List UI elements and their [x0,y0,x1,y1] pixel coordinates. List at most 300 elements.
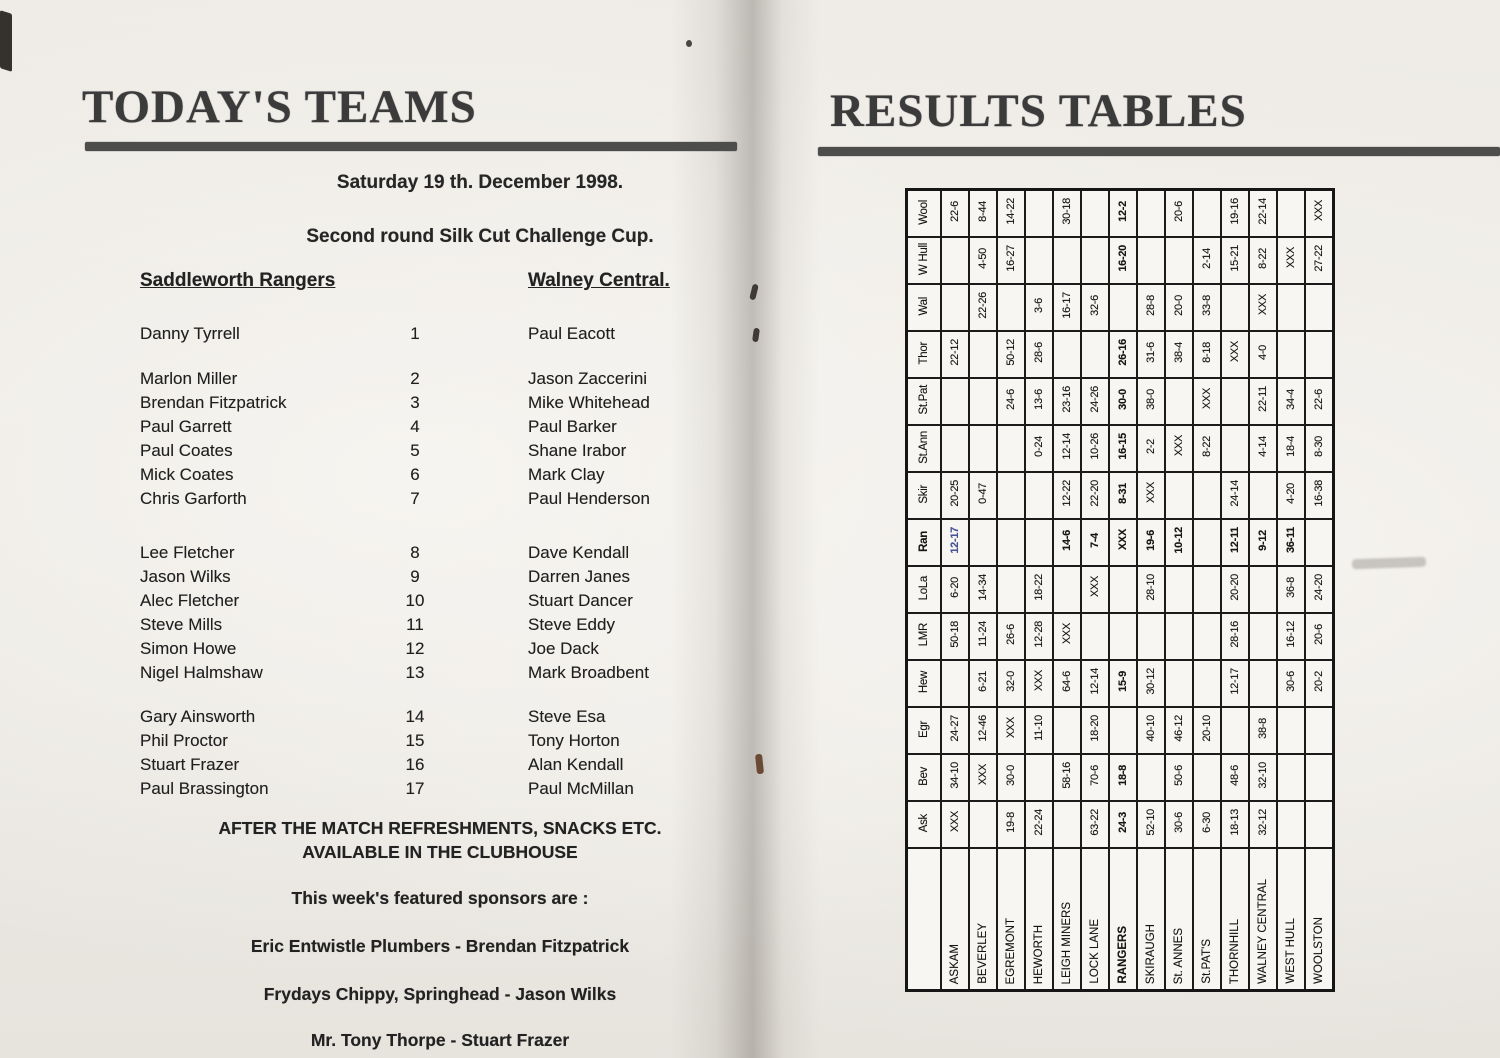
row-abbrev-label [907,519,942,566]
empty-cell [1165,472,1193,519]
score-cell [997,378,1025,425]
score-cell [1081,284,1109,331]
player-name-away: Paul Eacott [528,324,615,343]
score-text: 24-26 [1089,385,1101,413]
empty-cell [1053,707,1081,754]
empty-cell [1165,613,1193,660]
player-name-home: Gary Ainsworth [140,707,256,726]
player-name-away: Jason Zaccerini [528,369,648,388]
team-name-label [969,848,997,991]
row-abbrev-label [907,378,942,425]
team-name-text: St. ANNES [1173,927,1185,984]
score-text: 40-10 [1145,714,1157,742]
score-cell [1025,284,1053,331]
lineup-group [140,541,750,685]
score-text: 0-47 [977,482,989,504]
score-text: 12-17 [949,526,961,554]
empty-cell [1277,190,1305,238]
score-text: 20-6 [1173,200,1185,222]
player-name-away: Paul McMillan [528,779,634,798]
score-cell [969,660,997,707]
score-cell [969,190,997,238]
score-cell [941,331,969,378]
player-name-home: Brendan Fitzpatrick [140,393,287,412]
empty-cell [1165,660,1193,707]
player-number: 11 [406,615,424,634]
score-cell [997,801,1025,848]
score-text: 32-6 [1089,294,1101,316]
score-cell [1025,613,1053,660]
player-number: 8 [410,543,420,562]
empty-cell [1305,331,1334,378]
player-number: 12 [405,639,425,658]
score-text: 30-6 [1173,811,1185,833]
lineup-row [140,777,750,801]
player-name-home: Chris Garforth [140,489,247,508]
player-name-away: Alan Kendall [528,755,624,774]
away-team-header: Walney Central. [528,270,670,291]
score-cell [1053,284,1081,331]
lineup-row [140,565,750,589]
row-abbrev-label [907,284,942,331]
player-number: 14 [405,707,425,726]
score-text: 36-11 [1285,526,1297,554]
player-name-home: Lee Fletcher [140,543,235,562]
score-text: 8-30 [1313,435,1325,457]
score-cell [1249,801,1277,848]
score-text: 70-6 [1089,764,1101,786]
score-text: 12-14 [1089,667,1101,695]
team-name-label [941,848,969,991]
row-abbrev-label [907,801,942,848]
score-cell [941,566,969,613]
diagonal-cell [997,707,1025,754]
empty-cell [1025,237,1053,284]
score-text: 6-21 [977,670,989,692]
empty-cell [941,660,969,707]
player-number: 9 [410,567,420,586]
score-text: 9-12 [1257,529,1269,551]
lineup-row [140,415,750,439]
score-text: 18-4 [1285,435,1297,457]
score-text: 10-12 [1173,526,1185,554]
empty-cell [1193,519,1221,566]
competition-name: Second round Silk Cut Challenge Cup. [306,226,654,247]
team-lineups [140,322,750,801]
team-name-text: WOOLSTON [1313,917,1325,984]
score-cell [1025,425,1053,472]
score-cell [1081,660,1109,707]
player-number: 1 [410,324,420,343]
team-name-text: BEVERLEY [977,923,989,984]
player-name-home: Paul Coates [140,441,233,460]
player-number: 15 [405,731,425,750]
results-grid-row [907,472,1334,519]
dust-speck [686,40,692,47]
empty-cell [1053,331,1081,378]
empty-cell [1249,613,1277,660]
player-name-home: Paul Garrett [140,417,232,436]
diagonal-cell [969,754,997,801]
score-cell [1249,754,1277,801]
score-text: 18-20 [1089,714,1101,742]
score-text: 28-10 [1145,573,1157,601]
team-name-text: SKIRAUGH [1145,923,1157,984]
score-text: 48-6 [1229,764,1241,786]
row-abbrev-text: Hew [918,670,930,694]
score-text: XXX [1257,294,1269,316]
score-text: 20-2 [1313,670,1325,692]
score-cell [1221,237,1249,284]
score-text: 24-6 [1005,388,1017,410]
lineup-row [140,367,750,391]
score-text: 12-17 [1229,667,1241,695]
score-cell [1277,425,1305,472]
row-abbrev-text: St.Pat [918,385,930,415]
sponsor-line: Frydays Chippy, Springhead - Jason Wilks [263,984,617,1004]
score-cell [1081,754,1109,801]
score-cell [1193,707,1221,754]
team-name-label [997,848,1025,991]
score-cell [1053,754,1081,801]
score-cell [941,190,969,238]
score-cell [1193,284,1221,331]
empty-cell [1137,754,1165,801]
score-text: 58-16 [1061,761,1073,789]
lineup-row [140,753,750,777]
empty-cell [1081,190,1109,238]
empty-cell [1305,519,1334,566]
score-cell [1025,801,1053,848]
refreshments-notice-line1: AFTER THE MATCH REFRESHMENTS, SNACKS ETC. [218,818,662,838]
empty-cell [1053,237,1081,284]
diagonal-cell [1305,190,1334,238]
team-name-text: LOCK LANE [1089,919,1101,984]
score-cell [997,660,1025,707]
score-cell [941,754,969,801]
empty-cell [1249,472,1277,519]
score-text: 24-3 [1117,811,1129,833]
empty-cell [1137,613,1165,660]
score-cell [941,613,969,660]
score-cell [1081,519,1109,566]
results-grid-row [907,801,1334,848]
player-name-away: Paul Barker [528,417,617,436]
player-number: 5 [410,441,420,460]
diagonal-cell [1221,331,1249,378]
empty-cell [1221,425,1249,472]
score-cell [1305,378,1334,425]
score-text: 8-44 [977,200,989,222]
score-cell [1081,707,1109,754]
player-name-away: Steve Esa [528,707,606,726]
player-name-away: Mark Clay [528,465,605,484]
score-cell [1109,472,1137,519]
score-cell [941,519,969,566]
score-text: 38-4 [1173,341,1185,363]
score-text: 19-6 [1145,529,1157,551]
empty-cell [1025,519,1053,566]
row-abbrev-label [907,660,942,707]
score-text: XXX [1173,435,1185,457]
player-number: 13 [405,663,425,682]
score-cell [1277,519,1305,566]
score-text: 16-20 [1117,244,1129,272]
row-abbrev-text: Ask [918,813,930,833]
score-cell [1305,660,1334,707]
score-text: 4-14 [1257,435,1269,457]
empty-cell [969,801,997,848]
score-text: 6-20 [949,576,961,598]
empty-cell [1277,801,1305,848]
team-name-text: St.PAT'S [1201,939,1213,984]
score-text: 12-11 [1229,526,1241,554]
diagonal-cell [1193,378,1221,425]
score-text: 4-50 [977,247,989,269]
match-date: Saturday 19 th. December 1998. [336,172,624,193]
lineup-row [140,613,750,637]
score-text: 20-10 [1201,714,1213,742]
score-text: XXX [1201,388,1213,410]
staple-mark [749,284,759,301]
score-cell [1165,754,1193,801]
refreshments-notice-line2: AVAILABLE IN THE CLUBHOUSE [302,842,578,862]
empty-cell [1137,190,1165,238]
score-cell [1081,801,1109,848]
title-rule-left [85,142,737,151]
score-cell [1249,519,1277,566]
score-text: 4-0 [1257,344,1269,360]
score-cell [969,237,997,284]
score-text: 22-14 [1257,197,1269,225]
results-grid-row [907,190,1334,238]
score-cell [997,331,1025,378]
score-text: 22-20 [1089,479,1101,507]
empty-cell [1193,566,1221,613]
score-cell [1249,190,1277,238]
score-text: 30-0 [1005,764,1017,786]
score-text: 2-2 [1145,438,1157,454]
score-cell [1277,378,1305,425]
results-grid-row [907,660,1334,707]
player-name-home: Paul Brassington [140,779,269,798]
score-text: 2-14 [1201,247,1213,269]
score-text: 13-6 [1033,388,1045,410]
score-cell [1221,472,1249,519]
empty-cell [1165,378,1193,425]
empty-cell [1193,472,1221,519]
score-text: 22-12 [949,338,961,366]
team-name-label [1221,848,1249,991]
row-abbrev-label [907,237,942,284]
score-cell [997,190,1025,238]
score-cell [1193,801,1221,848]
score-cell [1109,660,1137,707]
score-text: 30-12 [1145,667,1157,695]
sponsors-heading: This week's featured sponsors are : [291,888,589,908]
empty-cell [1193,754,1221,801]
staple-mark [752,328,760,343]
score-cell [1053,378,1081,425]
score-text: 32-0 [1005,670,1017,692]
score-cell [1025,707,1053,754]
score-text: XXX [1033,670,1045,692]
lineup-group [140,705,750,801]
score-text: 8-31 [1117,482,1129,504]
team-name-label [1193,848,1221,991]
empty-cell [997,425,1025,472]
score-text: 12-46 [977,714,989,742]
score-cell [1053,425,1081,472]
score-text: 12-14 [1061,432,1073,460]
score-text: 12-2 [1117,200,1129,222]
player-name-home: Phil Proctor [140,731,228,750]
empty-cell [1305,707,1334,754]
results-grid-row [907,566,1334,613]
score-cell [1025,566,1053,613]
score-text: 34-4 [1285,388,1297,410]
score-text: 3-6 [1033,297,1045,313]
team-name-label [1249,848,1277,991]
score-text: 24-14 [1229,479,1241,507]
row-abbrev-text: W Hull [918,242,930,276]
empty-cell [941,237,969,284]
score-cell [1165,519,1193,566]
player-name-home: Nigel Halmshaw [140,663,263,682]
empty-cell [1109,707,1137,754]
row-abbrev-label [907,707,942,754]
row-abbrev-label [907,190,942,238]
score-cell [1109,801,1137,848]
score-text: 32-12 [1257,808,1269,836]
lineup-row [140,705,750,729]
score-text: XXX [1145,482,1157,504]
player-name-away: Shane Irabor [528,441,627,460]
score-text: 11-24 [977,621,989,647]
lineup-row [140,541,750,565]
team-name-label [1081,848,1109,991]
rust-speck [755,754,764,775]
score-cell [1137,284,1165,331]
empty-cell [969,378,997,425]
player-number: 2 [410,369,420,388]
score-cell [1305,237,1334,284]
score-text: 14-34 [977,573,989,601]
player-name-home: Jason Wilks [140,567,231,586]
empty-cell [1025,190,1053,238]
lineup-row [140,637,750,661]
empty-cell [969,425,997,472]
row-abbrev-label [907,472,942,519]
score-cell [1305,613,1334,660]
score-text: 31-6 [1145,341,1157,363]
score-cell [1165,190,1193,238]
player-name-away: Paul Henderson [528,489,650,508]
score-text: 16-27 [1005,244,1017,272]
sponsor-line: Eric Entwistle Plumbers - Brendan Fitzpatrick [250,936,630,956]
score-cell [1109,425,1137,472]
row-abbrev-text: LMR [918,623,930,647]
results-grid-row [907,613,1334,660]
empty-cell [1053,801,1081,848]
row-abbrev-text: Bev [918,766,930,786]
empty-cell [1165,237,1193,284]
score-cell [1249,378,1277,425]
empty-cell [1305,801,1334,848]
diagonal-cell [1025,660,1053,707]
player-number: 17 [405,779,425,798]
score-cell [969,707,997,754]
sponsor-line: Mr. Tony Thorpe - Stuart Frazer [310,1030,570,1050]
score-text: 22-11 [1257,386,1269,412]
empty-cell [997,519,1025,566]
lineup-row [140,661,750,685]
results-grid [905,188,1335,992]
score-text: 15-9 [1117,670,1129,692]
score-cell [969,566,997,613]
score-cell [1193,237,1221,284]
score-text: 30-0 [1117,388,1129,410]
score-text: 16-38 [1313,479,1325,507]
results-grid-row [907,425,1334,472]
score-cell [1305,566,1334,613]
empty-cell [969,331,997,378]
score-cell [1249,425,1277,472]
score-cell [969,472,997,519]
score-cell [1249,237,1277,284]
results-grid-row [907,237,1334,284]
score-text: 14-6 [1061,529,1073,551]
score-cell [1221,754,1249,801]
score-text: 20-6 [1313,623,1325,645]
lineup-row [140,487,750,511]
score-text: 50-12 [1005,338,1017,366]
score-cell [1109,754,1137,801]
score-cell [1137,519,1165,566]
empty-cell [1081,613,1109,660]
score-cell [1193,425,1221,472]
score-text: XXX [1005,717,1017,739]
player-name-away: Tony Horton [528,731,620,750]
diagonal-cell [1053,613,1081,660]
row-abbrev-text: LoLa [918,575,930,601]
score-text: 8-22 [1257,247,1269,269]
row-abbrev-text: Wal [918,296,930,316]
player-name-away: Joe Dack [528,639,599,658]
score-text: 8-22 [1201,435,1213,457]
empty-cell [997,566,1025,613]
player-name-home: Danny Tyrrell [140,324,240,343]
row-abbrev-label [907,425,942,472]
team-name-label [1165,848,1193,991]
score-cell [1221,660,1249,707]
team-name-text: EGREMONT [1005,917,1017,984]
score-cell [969,284,997,331]
diagonal-cell [941,801,969,848]
lineup-row [140,439,750,463]
results-grid-row [907,331,1334,378]
score-cell [1137,660,1165,707]
score-text: 24-20 [1313,573,1325,601]
empty-cell [1053,566,1081,613]
score-text: XXX [977,764,989,786]
score-cell [1165,707,1193,754]
score-cell [1165,284,1193,331]
score-text: 32-10 [1257,761,1269,789]
team-name-label [1053,848,1081,991]
score-text: 63-22 [1089,808,1101,836]
score-text: 19-16 [1229,197,1241,225]
